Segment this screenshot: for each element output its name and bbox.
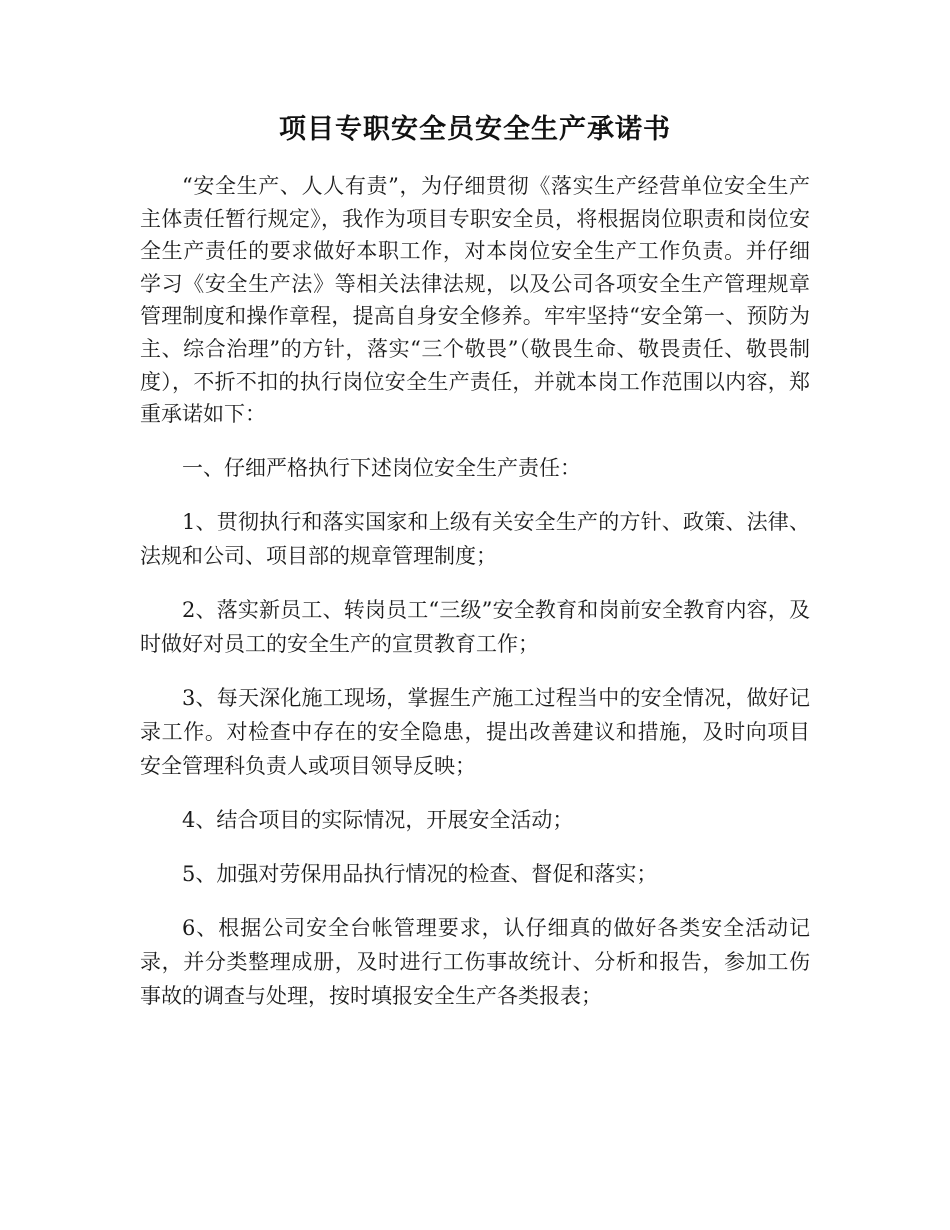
- duty-item-5: 5、加强对劳保用品执行情况的检查、督促和落实；: [182, 861, 658, 886]
- section-heading: 一、仔细严格执行下述岗位安全生产责任：: [182, 455, 581, 480]
- duty-item-3: 3、每天深化施工现场，掌握生产施工过程当中的安全情况，做好记录工作。对检查中存在的安全隐患，提出改善建议和措施，及时向项目安全管理科负责人或项目领导反映；: [140, 685, 810, 778]
- duty-item-6: 6、根据公司安全台帐管理要求，认仔细真的做好各类安全活动记录，并分类整理成册，及时进行工伤事故统计、分析和报告，参加工伤事故的调查与处理，按时填报安全生产各类报表；: [140, 915, 810, 1008]
- intro-paragraph: “安全生产、人人有责”，为仔细贯彻《落实生产经营单位安全生产主体责任暂行规定》，我作为项目专职安全员，将根据岗位职责和岗位安全生产责任的要求做好本职工作，对本岗位安全生产工作负责。并仔细学习《安全生产法》等相关法律法规，以及公司各项安全生产管理规章管理制度和操作章程，提高自身安全修养。牢牢坚持“安全第一、预防为主、综合治理”的方针，落实“三个敬畏”（敬畏生命、敬畏责任、敬畏制度），不折不扣的执行岗位安全生产责任，并就本岗工作范围以内容，郑重承诺如下：: [140, 174, 810, 427]
- document-title: 项目专职安全员安全生产承诺书: [279, 114, 671, 145]
- document-body: [140, 108, 810, 1013]
- duty-item-1: 1、贯彻执行和落实国家和上级有关安全生产的方针、政策、法律、法规和公司、项目部的规章管理制度；: [140, 509, 810, 568]
- duty-item-4: 4、结合项目的实际情况，开展安全活动；: [182, 807, 574, 832]
- duty-item-2: 2、落实新员工、转岗员工“三级”安全教育和岗前安全教育内容，及时做好对员工的安全生产的宣贯教育工作；: [140, 597, 810, 656]
